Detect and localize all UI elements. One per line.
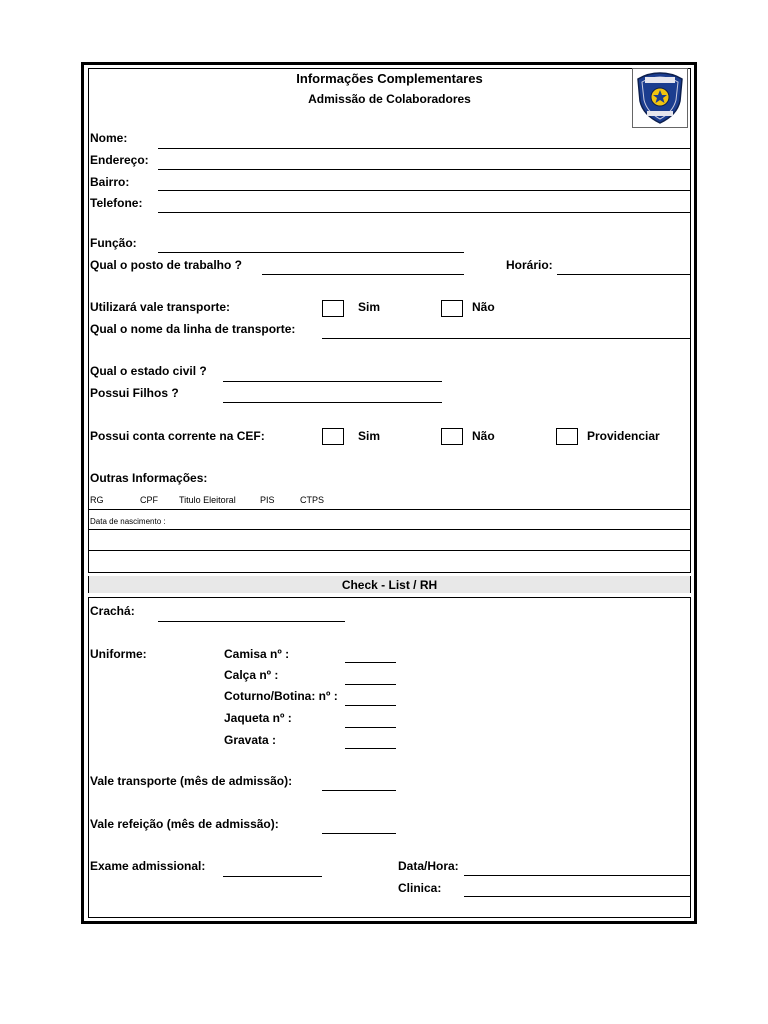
row-divider xyxy=(88,550,691,551)
field-vale-transporte-admissao[interactable] xyxy=(322,790,396,791)
label-cracha: Crachá: xyxy=(90,604,135,618)
field-horario[interactable] xyxy=(557,274,690,275)
label-uniforme: Uniforme: xyxy=(90,647,147,661)
label-vt-nao: Não xyxy=(472,300,495,314)
label-estado-civil: Qual o estado civil ? xyxy=(90,364,207,378)
checklist-title: Check - List / RH xyxy=(341,578,438,592)
field-calca[interactable] xyxy=(345,684,396,685)
field-nome[interactable] xyxy=(158,148,690,149)
doc-ctps: CTPS xyxy=(300,495,325,505)
label-camisa: Camisa nº : xyxy=(224,647,290,661)
page-title: Informações Complementares xyxy=(296,71,483,86)
field-clinica[interactable] xyxy=(464,896,690,897)
field-exame-admissional[interactable] xyxy=(223,876,322,877)
page-subtitle: Admissão de Colaboradores xyxy=(308,92,471,106)
label-filhos: Possui Filhos ? xyxy=(90,386,179,400)
label-posto: Qual o posto de trabalho ? xyxy=(90,258,243,272)
field-posto[interactable] xyxy=(262,274,464,275)
label-vale-transporte: Utilizará vale transporte: xyxy=(90,300,231,314)
field-endereco[interactable] xyxy=(158,169,690,170)
field-linha-transporte[interactable] xyxy=(322,338,690,339)
doc-pis: PIS xyxy=(260,495,275,505)
label-clinica: Clinica: xyxy=(398,881,442,895)
field-coturno[interactable] xyxy=(345,705,396,706)
label-vale-transporte-admissao: Vale transporte (mês de admissão): xyxy=(90,774,293,788)
field-filhos[interactable] xyxy=(223,402,442,403)
field-estado-civil[interactable] xyxy=(223,381,442,382)
field-jaqueta[interactable] xyxy=(345,727,396,728)
label-outras-informacoes: Outras Informações: xyxy=(90,471,208,485)
label-telefone: Telefone: xyxy=(90,196,143,210)
field-telefone[interactable] xyxy=(158,212,690,213)
label-bairro: Bairro: xyxy=(90,175,130,189)
label-data-nascimento: Data de nascimento : xyxy=(90,517,166,526)
label-gravata: Gravata : xyxy=(224,733,277,747)
label-data-hora: Data/Hora: xyxy=(398,859,459,873)
field-data-hora[interactable] xyxy=(464,875,690,876)
checkbox-cef-nao[interactable] xyxy=(441,428,463,445)
label-calca: Calça nº : xyxy=(224,668,279,682)
field-camisa[interactable] xyxy=(345,662,396,663)
checkbox-vt-nao[interactable] xyxy=(441,300,463,317)
label-nome: Nome: xyxy=(90,131,128,145)
label-cef-nao: Não xyxy=(472,429,495,443)
doc-titulo-eleitoral: Titulo Eleitoral xyxy=(179,495,236,505)
company-logo xyxy=(632,68,688,128)
checkbox-cef-sim[interactable] xyxy=(322,428,344,445)
label-cef-providenciar: Providenciar xyxy=(587,429,660,443)
row-divider xyxy=(88,509,691,510)
label-coturno: Coturno/Botina: nº : xyxy=(224,689,338,703)
security-shield-badge-icon xyxy=(633,69,687,127)
label-vt-sim: Sim xyxy=(358,300,381,314)
field-vale-refeicao-admissao[interactable] xyxy=(322,833,396,834)
label-horario: Horário: xyxy=(506,258,553,272)
field-cracha[interactable] xyxy=(158,621,345,622)
label-jaqueta: Jaqueta nº : xyxy=(224,711,292,725)
label-funcao: Função: xyxy=(90,236,137,250)
label-conta-cef: Possui conta corrente na CEF: xyxy=(90,429,265,443)
doc-rg: RG xyxy=(90,495,104,505)
label-exame-admissional: Exame admissional: xyxy=(90,859,206,873)
field-bairro[interactable] xyxy=(158,190,690,191)
field-funcao[interactable] xyxy=(158,252,464,253)
label-vale-refeicao-admissao: Vale refeição (mês de admissão): xyxy=(90,817,279,831)
field-gravata[interactable] xyxy=(345,748,396,749)
label-cef-sim: Sim xyxy=(358,429,381,443)
row-divider xyxy=(88,529,691,530)
label-endereco: Endereço: xyxy=(90,153,149,167)
label-linha-transporte: Qual o nome da linha de transporte: xyxy=(90,322,296,336)
doc-cpf: CPF xyxy=(140,495,158,505)
checkbox-cef-providenciar[interactable] xyxy=(556,428,578,445)
checkbox-vt-sim[interactable] xyxy=(322,300,344,317)
